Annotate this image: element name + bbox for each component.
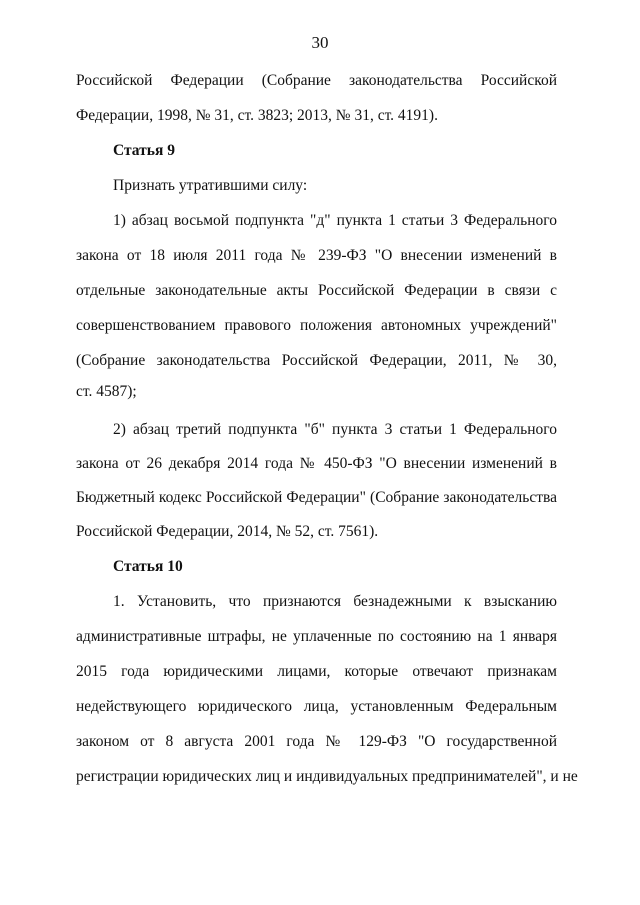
- text-line: (Собрание законодательства Российской Федерации, 2011, № 30,: [76, 352, 557, 369]
- text-line: административные штрафы, не уплаченные по состоянию на 1 января: [76, 628, 557, 645]
- text-line: Российской Федерации, 2014, № 52, ст. 7561).: [76, 523, 379, 540]
- text-line: отдельные законодательные акты Российской Федерации в связи с: [76, 282, 557, 299]
- text-line: Федерации, 1998, № 31, ст. 3823; 2013, № 31, ст. 4191).: [76, 107, 438, 124]
- page-number: 30: [311, 33, 329, 52]
- text-line: Бюджетный кодекс Российской Федерации" (Собрание законодательства: [76, 489, 557, 506]
- text-line: закона от 26 декабря 2014 года № 450-ФЗ "О внесении изменений в: [76, 455, 557, 472]
- text-line: 2) абзац третий подпункта "б" пункта 3 статьи 1 Федерального: [113, 421, 557, 438]
- text-line: Российской Федерации (Собрание законодательства Российской: [76, 72, 557, 89]
- text-line: 2015 года юридическими лицами, которые отвечают признакам: [76, 663, 557, 680]
- text-line: регистрации юридических лиц и индивидуальных предпринимателей", и не: [76, 768, 578, 785]
- text-line: совершенствованием правового положения автономных учреждений": [76, 317, 557, 334]
- text-line: закона от 18 июля 2011 года № 239-ФЗ "О внесении изменений в: [76, 247, 557, 264]
- text-line: 1) абзац восьмой подпункта "д" пункта 1 статьи 3 Федерального: [113, 212, 557, 229]
- article-heading: Статья 9: [113, 142, 175, 159]
- text-line: законом от 8 августа 2001 года № 129-ФЗ "О государственной: [76, 733, 557, 750]
- text-line: 1. Установить, что признаются безнадежными к взысканию: [113, 593, 557, 610]
- text-line: Признать утратившими силу:: [113, 177, 308, 194]
- text-line: недействующего юридического лица, установленным Федеральным: [76, 698, 557, 715]
- text-line: ст. 4587);: [76, 383, 137, 400]
- article-heading: Статья 10: [113, 558, 183, 575]
